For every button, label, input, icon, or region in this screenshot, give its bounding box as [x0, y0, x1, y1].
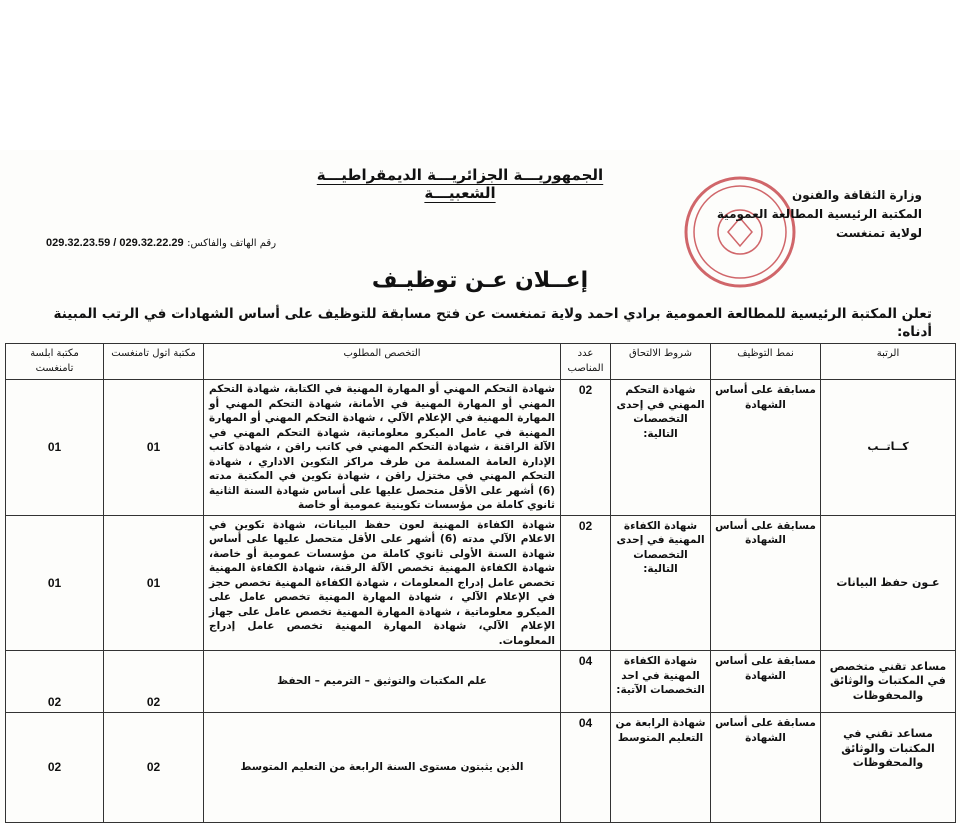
lib1-cell: 02: [104, 651, 204, 713]
table-row: [6, 651, 956, 713]
header-rank: الرتبة: [821, 344, 956, 380]
wilaya-name: لولاية تمنغست: [835, 226, 922, 240]
ministry-name: وزارة الثقافة والفنون: [791, 188, 922, 202]
header-specialty: التخصص المطلوب: [204, 344, 561, 380]
specialty-cell: شهادة الكفاءة المهنية لعون حفظ البيانات، شهادة تكوين في الاعلام الآلي مدته (6) أشهر على الأقل متحصل عليها على أساس شهادة السنة الأولى ثانوي كاملة من مؤسسات عمومية أو خاصة، شهادة الكفاءة المهنية تخصص الآلة الرقنة، شهادة الكفاءة المهنية تخصص عامل إدراج المعلومات ، شهادة الكفاءة المهنية تخصص حجز في الإعلام الآلي ، شهادة المهارة المهنية تخصص عامل على الميكرو معلوماتية ، شهادة المهارة المهنية تخصص عامل على جهاز الإعلام الآلي، شهادة المهارة المهنية تخصص عامل إدراج المعلومات.: [204, 515, 561, 651]
announcement-title: إعــلان عـن توظيـف: [371, 268, 589, 293]
phone-fax: [46, 236, 276, 249]
republic-heading: الجمهوريـــة الجزائريـــة الديمقراطيـــة الشعبيـــة: [316, 166, 604, 202]
announcement-intro: تعلن المكتبة الرئيسية للمطالعة العمومية برادي احمد ولاية تمنغست عن فتح مسابقة للتوظيف على أساس الشهادات في الرتب المبينة أدناه:: [53, 306, 932, 340]
positions-table: [5, 343, 956, 823]
ministry-block: [652, 186, 922, 243]
conditions-cell: شهادة الرابعة من التعليم المتوسط: [611, 713, 711, 823]
header-count: عدد المناصب: [561, 344, 611, 380]
count-cell: 04: [561, 713, 611, 823]
count-cell: 04: [561, 651, 611, 713]
mode-cell: مسابقة على أساس الشهادة: [711, 380, 821, 516]
header-lib1: مكتبة اتول تامنغست: [104, 344, 204, 380]
phone-numbers: 029.32.22.29 / 029.32.23.59: [46, 237, 184, 249]
conditions-cell: شهادة الكفاءة المهنية في احد التخصصات الآتية:: [611, 651, 711, 713]
rank-cell: كــاتــب: [821, 380, 956, 516]
table-header-row: [6, 344, 956, 380]
blank-top-margin: [0, 0, 960, 150]
specialty-cell: الذين يثبتون مستوى السنة الرابعة من التعليم المتوسط: [204, 713, 561, 823]
conditions-cell: شهادة التحكم المهني في إحدى التخصصات التالية:: [611, 380, 711, 516]
library-name: المكتبة الرئيسية المطالعة العمومية: [716, 207, 922, 221]
lib2-cell: 02: [6, 713, 104, 823]
phone-label: رقم الهاتف والفاكس:: [187, 238, 277, 249]
count-cell: 02: [561, 380, 611, 516]
lib2-cell: 01: [6, 380, 104, 516]
mode-cell: مسابقة على أساس الشهادة: [711, 713, 821, 823]
count-cell: 02: [561, 515, 611, 651]
specialty-cell: شهادة التحكم المهني أو المهارة المهنية في الكتابة، شهادة التحكم المهني أو المهارة المهنية في الأمانة، شهادة التحكم المهني أو المهارة المهنية في الإعلام الآلي ، شهادة التحكم المهني أو المهارة المهنية في عامل الميكرو معلوماتية، شهادة التحكم المهني في الآلة الراقنة ، شهادة التحكم المهني في كاتب راقن ، شهادة كاتب الإدارة العامة المسلمة من طرف مراكز التكوين الاداري ، شهادة التحكم المهني في مختزل راقن ، شهادة تكوين في المكتبة مدته (6) أشهر على الأقل متحصل عليها على أساس شهادة السنة الثانية ثانوي كاملة من مؤسسات تكوينية عمومية أو خاصة: [204, 380, 561, 516]
header-conditions: شروط الالتحاق: [611, 344, 711, 380]
rank-cell: عـون حفظ البيانات: [821, 515, 956, 651]
lib2-cell: 01: [6, 515, 104, 651]
lib1-cell: 02: [104, 713, 204, 823]
rank-cell: مساعد تقني متخصص في المكتبات والوثائق والمحفوظات: [821, 651, 956, 713]
conditions-cell: شهادة الكفاءة المهنية في إحدى التخصصات التالية:: [611, 515, 711, 651]
header-lib2: مكتبة ابلسة تامنغست: [6, 344, 104, 380]
rank-cell: مساعد تقني في المكتبات والوثائق والمحفوظات: [821, 713, 956, 823]
table-row: [6, 380, 956, 516]
lib1-cell: 01: [104, 515, 204, 651]
mode-cell: مسابقة على أساس الشهادة: [711, 515, 821, 651]
header-mode: نمط التوظيف: [711, 344, 821, 380]
mode-cell: مسابقة على أساس الشهادة: [711, 651, 821, 713]
table-row: [6, 515, 956, 651]
lib2-cell: 02: [6, 651, 104, 713]
specialty-cell: علم المكتبات والتوثيق – الترميم – الحفظ: [204, 651, 561, 713]
table-row: [6, 713, 956, 823]
lib1-cell: 01: [104, 380, 204, 516]
